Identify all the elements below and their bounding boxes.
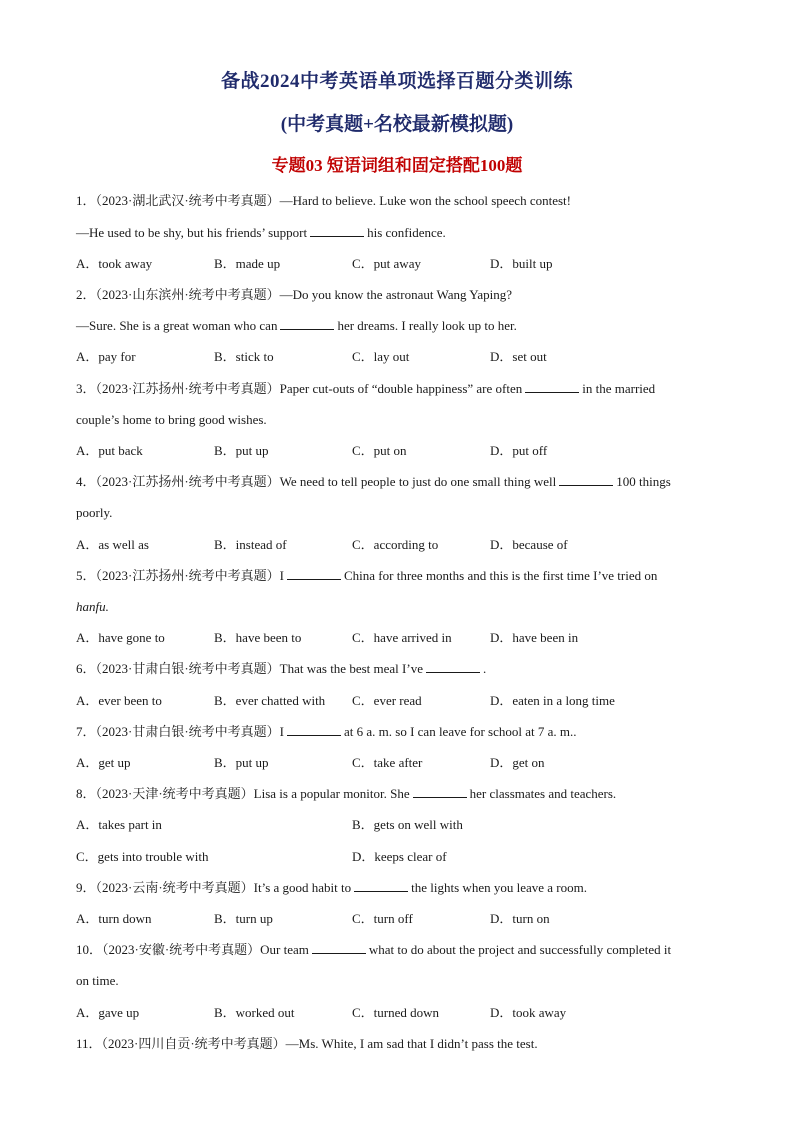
option-b: B．put up xyxy=(214,755,269,770)
question-11-stem: 11．（2023·四川自贡·统考中考真题）—Ms. White, I am sad that I didn’t pass the test. xyxy=(76,1036,538,1051)
question-9-stem: 9．（2023·云南·统考中考真题）It’s a good habit to the lights when you leave a room. xyxy=(76,880,587,895)
option-a: A．gave up xyxy=(76,1005,140,1020)
question-3-line2: couple’s home to bring good wishes. xyxy=(76,412,267,427)
answer-blank xyxy=(287,724,341,736)
option-a: A．put back xyxy=(76,443,143,458)
option-a: A．pay for xyxy=(76,349,136,364)
question-8-stem: 8．（2023·天津·统考中考真题）Lisa is a popular monitor. She her classmates and teachers. xyxy=(76,786,617,801)
answer-blank xyxy=(525,381,579,393)
answer-blank xyxy=(280,318,334,330)
answer-blank xyxy=(312,942,366,954)
option-d: D．eaten in a long time xyxy=(490,693,615,708)
option-c: C．ever read xyxy=(352,693,422,708)
option-c: C．put away xyxy=(352,256,421,271)
option-d: D．set out xyxy=(490,349,547,364)
question-6-stem: 6．（2023·甘肃白银·统考中考真题）That was the best meal I’ve . xyxy=(76,661,487,676)
option-c: C．gets into trouble with xyxy=(76,849,209,864)
question-2-stem: 2．（2023·山东滨州·统考中考真题）—Do you know the astronaut Wang Yaping? xyxy=(76,287,512,302)
option-d: D．keeps clear of xyxy=(352,849,447,864)
option-a: A．turn down xyxy=(76,911,152,926)
question-3-stem: 3．（2023·江苏扬州·统考中考真题）Paper cut-outs of “double happiness” are often in the married xyxy=(76,381,656,396)
option-b: B．made up xyxy=(214,256,281,271)
answer-blank xyxy=(426,661,480,673)
question-7-stem: 7．（2023·甘肃白银·统考中考真题）I at 6 a. m. so I can leave for school at 7 a. m.. xyxy=(76,724,577,739)
document-subtitle: (中考真题+名校最新模拟题) xyxy=(280,114,514,135)
question-10-stem: 10．（2023·安徽·统考中考真题）Our team what to do about the project and successfully completed it xyxy=(76,942,672,957)
option-b: B．gets on well with xyxy=(352,817,463,832)
answer-blank xyxy=(287,568,341,580)
question-10-line2: on time. xyxy=(76,973,119,988)
option-d: D．built up xyxy=(490,256,553,271)
answer-blank xyxy=(559,474,613,486)
option-d: D．turn on xyxy=(490,911,550,926)
option-c: C．have arrived in xyxy=(352,630,452,645)
option-a: A．took away xyxy=(76,256,153,271)
option-b: B．turn up xyxy=(214,911,273,926)
question-4-line2: poorly. xyxy=(76,505,113,520)
option-b: B．worked out xyxy=(214,1005,295,1020)
option-a: A．have gone to xyxy=(76,630,165,645)
option-d: D．because of xyxy=(490,537,568,552)
option-c: C．according to xyxy=(352,537,439,552)
answer-blank xyxy=(310,225,364,237)
option-c: C．lay out xyxy=(352,349,410,364)
option-c: C．take after xyxy=(352,755,423,770)
option-b: B．ever chatted with xyxy=(214,693,326,708)
option-a: A．as well as xyxy=(76,537,149,552)
option-a: A．get up xyxy=(76,755,131,770)
question-4-stem: 4．（2023·江苏扬州·统考中考真题）We need to tell people to just do one small thing well 100 things xyxy=(76,474,671,489)
option-c: C．turn off xyxy=(352,911,413,926)
option-d: D．took away xyxy=(490,1005,567,1020)
question-1-line2: —He used to be shy, but his friends’ support his confidence. xyxy=(76,225,446,240)
option-b: B．have been to xyxy=(214,630,302,645)
option-c: C．put on xyxy=(352,443,407,458)
answer-blank xyxy=(413,786,467,798)
document-title: 备战2024中考英语单项选择百题分类训练 xyxy=(220,71,573,92)
option-b: B．instead of xyxy=(214,537,287,552)
option-a: A．takes part in xyxy=(76,817,162,832)
option-d: D．put off xyxy=(490,443,548,458)
question-1-stem: 1．（2023·湖北武汉·统考中考真题）—Hard to believe. Luke won the school speech contest! xyxy=(76,193,571,208)
option-a: A．ever been to xyxy=(76,693,162,708)
option-b: B．put up xyxy=(214,443,269,458)
topic-heading: 专题03 短语词组和固定搭配100题 xyxy=(271,156,523,175)
question-5-line2: hanfu. xyxy=(76,599,109,614)
option-d: D．get on xyxy=(490,755,545,770)
question-2-line2: —Sure. She is a great woman who can her dreams. I really look up to her. xyxy=(76,318,517,333)
option-c: C．turned down xyxy=(352,1005,440,1020)
option-d: D．have been in xyxy=(490,630,579,645)
answer-blank xyxy=(354,880,408,892)
option-b: B．stick to xyxy=(214,349,274,364)
question-5-stem: 5．（2023·江苏扬州·统考中考真题）I China for three months and this is the first time I’ve tried on xyxy=(76,568,658,583)
